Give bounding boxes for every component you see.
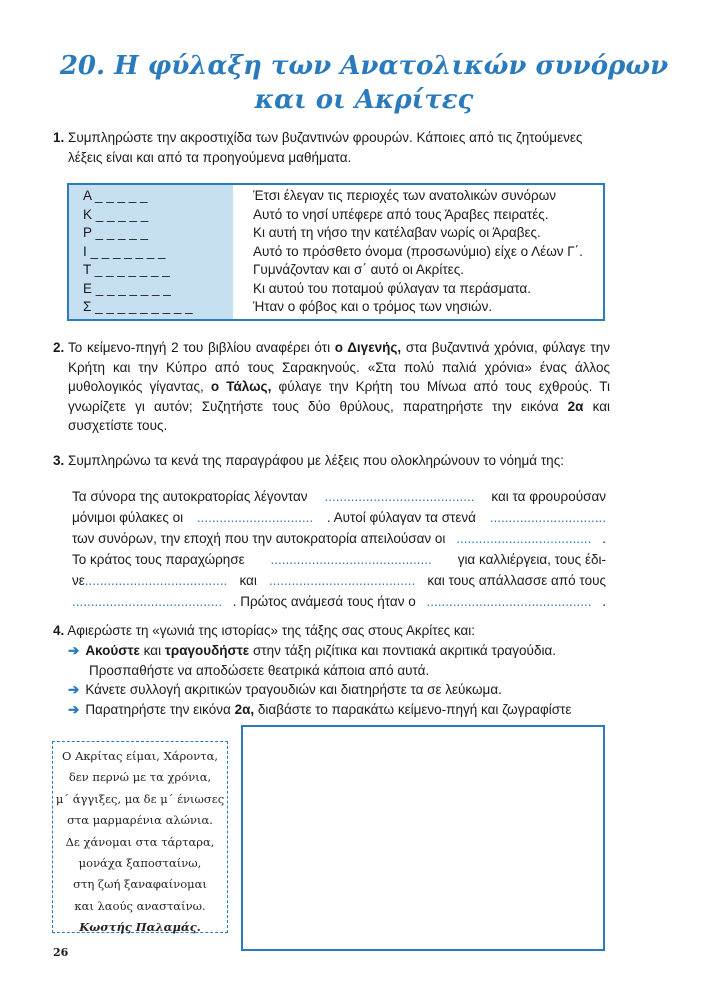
q2-digenis: ο Διγενής, [334,340,402,355]
question-3 [53,451,613,471]
bullet-text: και [139,643,165,658]
fill-text: Το κράτος τους παραχώρησε [72,552,245,567]
q2-text-part: Το κείμενο-πηγή 2 του βιβλίου αναφέρει ότι [68,340,335,355]
poem-line: στα μαρμαρένια αλώνια. [67,813,213,828]
poem-author: Κωστής Παλαμάς. [79,920,201,935]
q2-text-part: και συσχετίστε τους. [68,398,611,433]
question-2-text [68,338,610,436]
bullet-text: Παρατηρήστε την εικόνα [85,701,235,717]
acrostic-letters-6: Ε _ _ _ _ _ _ _ [83,280,171,296]
fill-text: και τα φρουρούσαν [491,489,606,504]
arrow-right-icon: ➔ [68,682,80,697]
fill-text: νε [72,573,85,588]
question-4-bullets [68,641,608,719]
fill-text: και τους απάλλασσε από τους [427,573,606,588]
fill-line-3 [72,528,606,549]
acrostic-clue-2: Αυτό το νησί υπέφερε από τους Άραβες πειρατές. [253,206,549,222]
question-2-number: 2. [53,340,65,355]
poem-line: μ΄ άγγιξες, μα δε μ΄ ένιωσες [55,791,225,806]
blank-9[interactable]: ............................................ [426,594,592,609]
blank-7[interactable]: ....................................... [268,573,416,588]
q2-talos: ο Τάλως, [210,379,272,394]
fill-line-2 [72,507,606,528]
blank-2[interactable]: ............................... [196,510,314,525]
poem-line: μονάχα ξαποσταίνω, [78,856,202,871]
acrostic-clue-7: Ήταν ο φόβος και ο τρόμος των νησιών. [253,299,493,314]
blank-5[interactable]: ........................................... [270,552,432,567]
q2-text-part: φύλαγε την Κρήτη του Μίνωα από τους εχθρούς. Τι γνωρίζετε γι αυτόν; Συζητήστε τους δύο θρύλους, παρατηρήστε την εικόνα [68,379,610,414]
acrostic-box [67,183,605,321]
bullet-text: διαβάστε το παρακάτω κείμενο-πηγή και ζωγραφίστε [254,701,572,717]
page-number: 26 [53,946,69,959]
bullet-2 [68,680,608,700]
arrow-right-icon: ➔ [68,643,80,658]
fill-in-paragraph [72,486,606,612]
fill-text: . [602,594,606,609]
page-title: 20. Η φύλαξη των Ανατολικών συνόρων [59,51,669,81]
bullet-3-figure-ref: 2α, [234,701,255,717]
fill-text: . Αυτοί φύλαγαν τα στενά [326,510,476,525]
acrostic-clue-4: Αυτό το πρόσθετο όνομα (προσωνύμιο) είχε ο Λέων Γ΄. [253,243,583,259]
acrostic-letters-4: Ι _ _ _ _ _ _ _ [83,243,166,259]
poem-line: δεν περνώ με τα χρόνια, [68,770,212,785]
q2-figure-ref: 2α [567,398,584,414]
bullet-1-keyword: Ακούστε [85,643,140,658]
acrostic-letters-2: Κ _ _ _ _ _ [83,206,149,222]
fill-line-4 [72,549,606,570]
fill-text: μόνιμοι φύλακες οι [72,510,184,525]
fill-text: και [239,573,257,588]
question-4 [53,621,613,641]
acrostic-clue-5: Γυμνάζονταν και σ΄ αυτό οι Ακρίτες. [253,262,464,277]
bullet-1-line2: Προσπαθήστε να αποδώσετε θεατρικά κάποια από αυτά. [89,662,430,678]
question-1-text: Συμπληρώστε την ακροστιχίδα των βυζαντινών φρουρών. Κάποιες από τις ζητούμενες [68,130,583,145]
bullet-1-keyword: τραγουδήστε [164,643,250,658]
acrostic-clue-6: Κι αυτού του ποταμού φύλαγαν τα περάσματα. [253,280,531,296]
poem-quote-box [52,741,228,933]
blank-8[interactable]: ........................................ [72,594,223,609]
fill-text: . [602,531,606,546]
question-4-intro: Αφιερώστε τη «γωνιά της ιστορίας» της τάξης σας στους Ακρίτες και: [67,623,476,638]
blank-1[interactable]: ........................................ [324,489,475,504]
blank-3[interactable]: ............................... [489,510,606,525]
fill-text: Τα σύνορα της αυτοκρατορίας λέγονταν [72,489,308,504]
poem-line: στη ζωή ξαναφαίνομαι [73,877,207,892]
poem-line: Δε χάνομαι στα τάρταρα, [65,834,215,849]
question-3-text: Συμπληρώνω τα κενά της παραγράφου με λέξεις που ολοκληρώνουν το νόημά της: [68,453,564,468]
page-title-line2: και οι Ακρίτες [254,85,474,115]
acrostic-letters-1: Α _ _ _ _ _ [83,188,148,203]
fill-text: των συνόρων, την εποχή που την αυτοκρατορία απειλούσαν οι [72,531,446,546]
fill-line-6 [72,591,606,612]
acrostic-letters-5: Τ _ _ _ _ _ _ _ [83,262,170,277]
blank-6[interactable]: ...................................... [84,573,228,588]
q2-text-part: στα βυζαντινά χρόνια, φύλαγε την Κρήτη και την Κύπρο από τους Σαρακηνούς. «Στα πολύ παλιά χρόνια» ένας άλλος μυθολογικός γίγαντας, [68,340,610,394]
acrostic-clue-1: Έτσι έλεγαν τις περιοχές των ανατολικών συνόρων [253,188,557,203]
question-2 [53,338,610,436]
question-1-text-line2: λέξεις είναι και από τα προηγούμενα μαθήματα. [68,149,352,165]
acrostic-clue-3: Κι αυτή τη νήσο την κατέλαβαν νωρίς οι Άραβες. [253,225,541,240]
acrostic-letters-7: Σ _ _ _ _ _ _ _ _ _ [83,299,193,314]
fill-line-1 [72,486,606,507]
bullet-text: Κάνετε συλλογή ακριτικών τραγουδιών και διατηρήστε τα σε λεύκωμα. [85,682,502,697]
fill-text: . Πρώτος ανάμεσά τους ήταν ο [232,594,416,609]
drawing-area[interactable] [241,725,605,951]
acrostic-letters-3: Ρ _ _ _ _ _ [83,225,149,240]
fill-line-5 [72,570,606,591]
question-1-number: 1. [53,130,65,145]
bullet-3 [68,700,608,720]
blank-4[interactable]: .................................... [456,531,592,546]
bullet-text: στην τάξη ριζίτικα και ποντιακά ακριτικά τραγούδια. [249,643,557,658]
question-4-number: 4. [53,623,65,638]
poem-line: και λαούς ανασταίνω. [74,898,206,913]
poem-line: Ο Ακρίτας είμαι, Χάροντα, [61,749,218,763]
question-1 [53,128,613,167]
arrow-right-icon: ➔ [68,701,80,717]
bullet-1 [68,641,608,661]
question-3-number: 3. [53,453,65,468]
fill-text: για καλλιέργεια, τους έδι- [457,552,606,567]
